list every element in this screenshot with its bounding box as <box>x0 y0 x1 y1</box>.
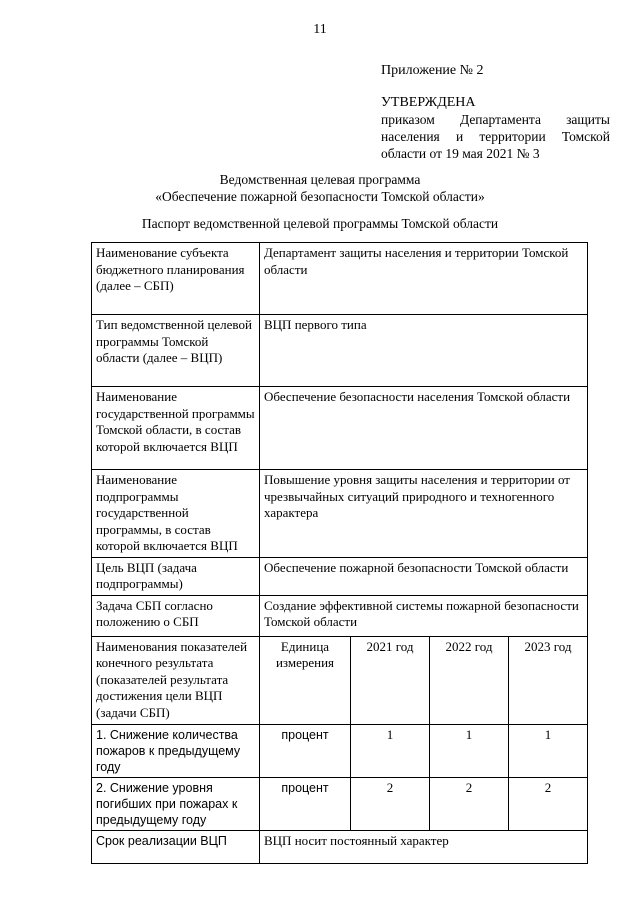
term-row <box>92 830 588 863</box>
row-label: Задача СБП согласно положению о СБП <box>92 595 260 636</box>
term-label: Срок реализации ВЦП <box>92 830 260 863</box>
passport-title: Паспорт ведомственной целевой программы Томской области <box>141 216 499 231</box>
row-value: Департамент защиты населения и территории Томской области <box>260 243 588 315</box>
indicators-header-row <box>92 636 588 724</box>
row-label: Тип ведомственной целевой программы Томской области (далее – ВЦП) <box>92 315 260 387</box>
approval-title: УТВЕРЖДЕНА <box>381 95 476 110</box>
indicator-name-header: Наименования показателей конечного результата (показателей результата достижения цели ВЦП (задачи СБП) <box>92 636 260 724</box>
appendix-label: Приложение № 2 <box>381 63 484 78</box>
indicator-2023: 1 <box>509 724 588 777</box>
row-label: Наименование государственной программы Томской области, в состав которой включается ВЦП <box>92 387 260 470</box>
program-title <box>0 171 640 205</box>
table-row <box>92 470 588 558</box>
row-value: Создание эффективной системы пожарной безопасности Томской области <box>260 595 588 636</box>
passport-table <box>91 242 588 864</box>
indicator-row <box>92 724 588 777</box>
indicator-2022: 2 <box>430 777 509 830</box>
indicator-2021: 2 <box>351 777 430 830</box>
table-row <box>92 243 588 315</box>
indicator-2022: 1 <box>430 724 509 777</box>
row-value: Обеспечение пожарной безопасности Томской области <box>260 557 588 595</box>
row-label: Наименование субъекта бюджетного планирования (далее – СБП) <box>92 243 260 315</box>
term-value: ВЦП носит постоянный характер <box>260 830 588 863</box>
table-row <box>92 595 588 636</box>
indicator-name: 1. Снижение количества пожаров к предыдущему году <box>92 724 260 777</box>
indicator-2023: 2 <box>509 777 588 830</box>
program-title-line2: «Обеспечение пожарной безопасности Томской области» <box>155 189 485 204</box>
page-number: 11 <box>313 22 327 37</box>
indicator-unit: процент <box>260 724 351 777</box>
year-2021-header: 2021 год <box>351 636 430 724</box>
row-value: Повышение уровня защиты населения и территории от чрезвычайных ситуаций природного и техногенного характера <box>260 470 588 558</box>
row-value: ВЦП первого типа <box>260 315 588 387</box>
indicator-unit: процент <box>260 777 351 830</box>
indicator-name: 2. Снижение уровня погибших при пожарах к предыдущему году <box>92 777 260 830</box>
approval-block <box>381 94 610 162</box>
row-value: Обеспечение безопасности населения Томской области <box>260 387 588 470</box>
program-title-line1: Ведомственная целевая программа <box>219 172 421 187</box>
unit-header: Единица измерения <box>260 636 351 724</box>
table-row <box>92 315 588 387</box>
table-row <box>92 557 588 595</box>
row-label: Цель ВЦП (задача подпрограммы) <box>92 557 260 595</box>
table-row <box>92 387 588 470</box>
indicator-row <box>92 777 588 830</box>
indicator-2021: 1 <box>351 724 430 777</box>
year-2022-header: 2022 год <box>430 636 509 724</box>
year-2023-header: 2023 год <box>509 636 588 724</box>
row-label: Наименование подпрограммы государственной программы, в состав которой включается ВЦП <box>92 470 260 558</box>
approval-text: приказом Департамента защиты населения и территории Томской области от 19 мая 2021 № 3 <box>381 112 610 161</box>
